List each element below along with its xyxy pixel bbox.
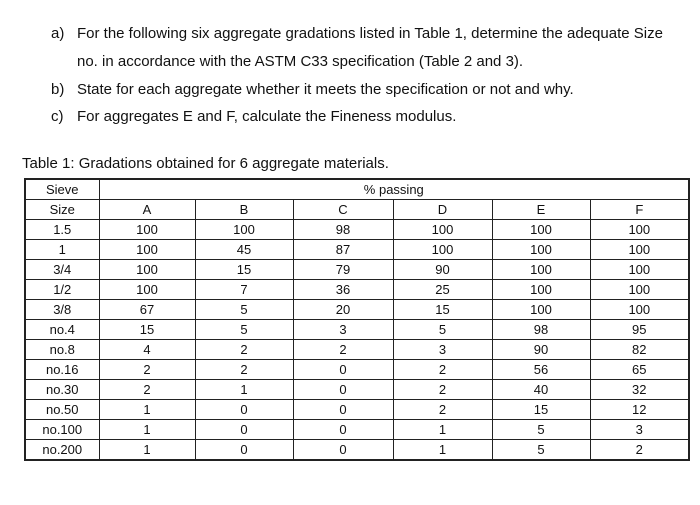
question-marker: a)	[51, 25, 65, 42]
question-marker: c)	[51, 108, 64, 125]
column-header: D	[393, 200, 492, 220]
passing-value-cell: 12	[590, 400, 689, 420]
passing-value-cell: 0	[293, 380, 393, 400]
passing-value-cell: 98	[293, 220, 393, 240]
passing-value-cell: 5	[492, 440, 590, 461]
sieve-size-cell: 1/2	[25, 280, 99, 300]
question-text-line: State for each aggregate whether it meets the specification or not and why.	[77, 81, 574, 98]
passing-value-cell: 4	[99, 340, 195, 360]
passing-value-cell: 2	[195, 360, 293, 380]
column-header: E	[492, 200, 590, 220]
passing-value-cell: 65	[590, 360, 689, 380]
passing-value-cell: 2	[99, 360, 195, 380]
passing-value-cell: 79	[293, 260, 393, 280]
passing-value-cell: 0	[293, 360, 393, 380]
question-text-line: For the following six aggregate gradations listed in Table 1, determine the adequate Size	[77, 25, 663, 42]
column-header: A	[99, 200, 195, 220]
passing-value-cell: 100	[99, 220, 195, 240]
passing-value-cell: 2	[393, 380, 492, 400]
sieve-size-cell: 1	[25, 240, 99, 260]
passing-value-cell: 90	[492, 340, 590, 360]
passing-value-cell: 2	[195, 340, 293, 360]
table-row	[25, 300, 689, 320]
passing-value-cell: 0	[195, 420, 293, 440]
table-row	[25, 440, 689, 461]
passing-value-cell: 100	[590, 240, 689, 260]
passing-value-cell: 2	[99, 380, 195, 400]
passing-value-cell: 1	[99, 400, 195, 420]
table-row	[25, 420, 689, 440]
passing-value-cell: 40	[492, 380, 590, 400]
sieve-size-cell: no.16	[25, 360, 99, 380]
passing-value-cell: 1	[393, 440, 492, 461]
passing-value-cell: 100	[492, 240, 590, 260]
table-header-row-columns	[25, 200, 689, 220]
passing-value-cell: 100	[590, 300, 689, 320]
passing-value-cell: 15	[393, 300, 492, 320]
table-row	[25, 260, 689, 280]
sieve-header-bottom: Size	[25, 200, 99, 220]
passing-value-cell: 0	[293, 420, 393, 440]
sieve-size-cell: no.4	[25, 320, 99, 340]
passing-value-cell: 2	[293, 340, 393, 360]
table-header-row-top	[25, 179, 689, 200]
passing-value-cell: 2	[393, 360, 492, 380]
passing-value-cell: 100	[393, 220, 492, 240]
table-row	[25, 240, 689, 260]
question-marker: b)	[51, 81, 65, 98]
passing-value-cell: 2	[393, 400, 492, 420]
passing-value-cell: 90	[393, 260, 492, 280]
table-caption: Table 1: Gradations obtained for 6 aggregate materials.	[22, 155, 389, 172]
passing-value-cell: 0	[195, 400, 293, 420]
passing-value-cell: 45	[195, 240, 293, 260]
passing-value-cell: 98	[492, 320, 590, 340]
table-row	[25, 280, 689, 300]
passing-value-cell: 5	[492, 420, 590, 440]
passing-value-cell: 20	[293, 300, 393, 320]
passing-value-cell: 5	[195, 300, 293, 320]
passing-value-cell: 15	[492, 400, 590, 420]
table-row	[25, 320, 689, 340]
passing-value-cell: 0	[293, 440, 393, 461]
sieve-size-cell: 3/8	[25, 300, 99, 320]
sieve-size-cell: no.8	[25, 340, 99, 360]
table-row	[25, 220, 689, 240]
passing-value-cell: 0	[293, 400, 393, 420]
passing-value-cell: 100	[195, 220, 293, 240]
passing-value-cell: 36	[293, 280, 393, 300]
passing-value-cell: 1	[195, 380, 293, 400]
gradation-table	[24, 178, 690, 461]
sieve-size-cell: no.200	[25, 440, 99, 461]
passing-value-cell: 15	[195, 260, 293, 280]
passing-header: % passing	[99, 179, 689, 200]
table-row	[25, 360, 689, 380]
passing-value-cell: 56	[492, 360, 590, 380]
sieve-header-top: Sieve	[25, 179, 99, 200]
table-row	[25, 380, 689, 400]
table-body	[25, 220, 689, 461]
passing-value-cell: 3	[293, 320, 393, 340]
passing-value-cell: 82	[590, 340, 689, 360]
passing-value-cell: 100	[393, 240, 492, 260]
passing-value-cell: 100	[99, 260, 195, 280]
passing-value-cell: 3	[393, 340, 492, 360]
passing-value-cell: 95	[590, 320, 689, 340]
passing-value-cell: 0	[195, 440, 293, 461]
passing-value-cell: 3	[590, 420, 689, 440]
sieve-size-cell: 1.5	[25, 220, 99, 240]
passing-value-cell: 100	[492, 300, 590, 320]
passing-value-cell: 15	[99, 320, 195, 340]
passing-value-cell: 1	[99, 420, 195, 440]
sieve-size-cell: no.100	[25, 420, 99, 440]
passing-value-cell: 5	[195, 320, 293, 340]
column-header: F	[590, 200, 689, 220]
table-row	[25, 400, 689, 420]
passing-value-cell: 67	[99, 300, 195, 320]
sieve-size-cell: no.50	[25, 400, 99, 420]
passing-value-cell: 100	[492, 220, 590, 240]
sieve-size-cell: no.30	[25, 380, 99, 400]
passing-value-cell: 100	[492, 260, 590, 280]
passing-value-cell: 5	[393, 320, 492, 340]
passing-value-cell: 100	[99, 280, 195, 300]
passing-value-cell: 32	[590, 380, 689, 400]
column-header: B	[195, 200, 293, 220]
table-row	[25, 340, 689, 360]
passing-value-cell: 100	[590, 260, 689, 280]
passing-value-cell: 25	[393, 280, 492, 300]
passing-value-cell: 87	[293, 240, 393, 260]
passing-value-cell: 7	[195, 280, 293, 300]
passing-value-cell: 1	[393, 420, 492, 440]
passing-value-cell: 100	[492, 280, 590, 300]
question-text-line: For aggregates E and F, calculate the Fineness modulus.	[77, 108, 457, 125]
passing-value-cell: 2	[590, 440, 689, 461]
sieve-size-cell: 3/4	[25, 260, 99, 280]
question-text-line: no. in accordance with the ASTM C33 specification (Table 2 and 3).	[77, 53, 524, 70]
passing-value-cell: 100	[590, 220, 689, 240]
passing-value-cell: 100	[590, 280, 689, 300]
passing-value-cell: 100	[99, 240, 195, 260]
passing-value-cell: 1	[99, 440, 195, 461]
column-header: C	[293, 200, 393, 220]
